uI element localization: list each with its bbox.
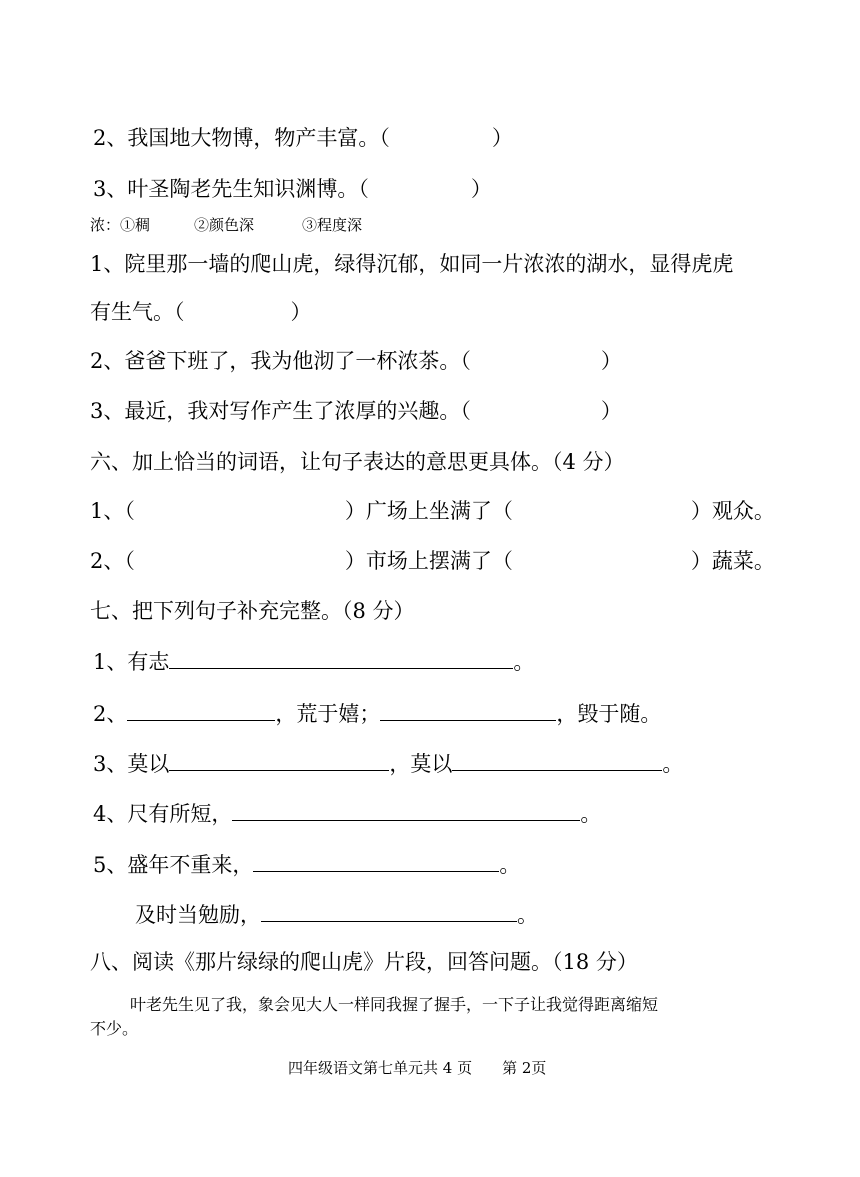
question-line: 5、盛年不重来， 。 xyxy=(93,853,521,877)
section-title: 八、阅读《那片绿绿的爬山虎》片段，回答问题。（18 分） xyxy=(90,950,638,974)
question-line: 2、（ ）市场上摆满了（ ）蔬菜。 xyxy=(90,549,775,573)
answer-blank[interactable] xyxy=(232,800,580,821)
question-line: 1、有志 。 xyxy=(93,650,535,674)
question-line: 3、叶圣陶老先生知识渊博。（ ） xyxy=(93,177,492,201)
question-line: 3、莫以 ，莫以 。 xyxy=(93,752,684,776)
answer-blank[interactable] xyxy=(253,851,499,872)
answer-blank[interactable] xyxy=(169,750,389,771)
definition-line: 浓：①稠 ②颜色深 ③程度深 xyxy=(90,216,363,234)
footer-title: 四年级语文第七单元共 4 页 xyxy=(288,1059,473,1077)
question-line: 3、最近，我对写作产生了浓厚的兴趣。（ ） xyxy=(90,399,622,423)
answer-blank[interactable] xyxy=(169,648,513,669)
page-footer xyxy=(288,1057,546,1079)
answer-blank[interactable] xyxy=(127,700,275,721)
question-line: 2、爸爸下班了，我为他沏了一杯浓茶。（ ） xyxy=(90,349,622,373)
page-number: 第 2页 xyxy=(502,1059,547,1077)
reading-passage-line: 叶老先生见了我，象会见大人一样同我握了握手，一下子让我觉得距离缩短 xyxy=(130,995,659,1014)
question-line: 有生气。（ ） xyxy=(90,300,312,324)
reading-passage-line: 不少。 xyxy=(90,1019,139,1038)
question-line: 2、我国地大物博，物产丰富。（ ） xyxy=(93,126,513,150)
section-title: 七、把下列句子补充完整。（8 分） xyxy=(90,599,415,623)
question-line: 及时当勉励， 。 xyxy=(135,903,538,927)
question-line: 2、 ，荒于嬉； ，毁于随。 xyxy=(93,702,662,726)
question-line: 1、（ ）广场上坐满了（ ）观众。 xyxy=(90,499,775,523)
section-title: 六、加上恰当的词语，让句子表达的意思更具体。（4 分） xyxy=(90,450,625,474)
question-line: 1、院里那一墙的爬山虎，绿得沉郁，如同一片浓浓的湖水，显得虎虎 xyxy=(90,252,734,276)
question-line: 4、尺有所短， 。 xyxy=(93,802,602,826)
answer-blank[interactable] xyxy=(261,901,517,922)
answer-blank[interactable] xyxy=(452,750,662,771)
answer-blank[interactable] xyxy=(380,700,556,721)
